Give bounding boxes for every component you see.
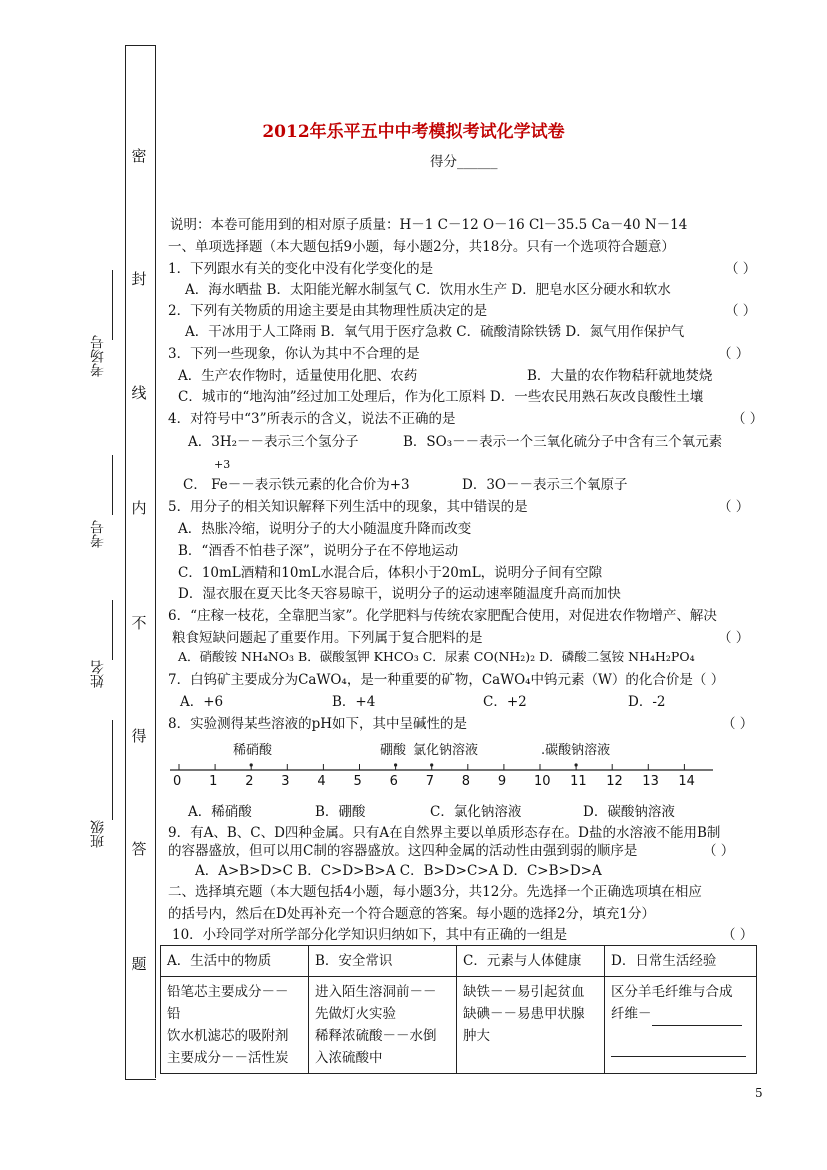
ph-tick-label-10: 10 bbox=[534, 774, 551, 789]
ph-tick-label-14: 14 bbox=[678, 774, 695, 789]
q1-answer-paren[interactable]: （ ） bbox=[725, 261, 757, 277]
q10-a-line1: 铅笔芯主要成分－－ bbox=[167, 984, 289, 1000]
exam-title: 2012年乐平五中中考模拟考试化学试卷 bbox=[262, 122, 565, 142]
side-label-exam-room: 考场号 bbox=[90, 335, 106, 377]
q10-answer-paren[interactable]: （ ） bbox=[722, 927, 754, 943]
ph-marker-0 bbox=[250, 763, 253, 766]
q10-b-line2: 先做灯火实验 bbox=[315, 1006, 396, 1022]
q4-stem: 4．对符号中“3”所表示的含义，说法不正确的是 bbox=[168, 411, 456, 427]
ph-tick-label-2: 2 bbox=[245, 774, 254, 789]
ph-tick-label-13: 13 bbox=[642, 774, 659, 789]
seal-char-3: 线 bbox=[131, 384, 147, 402]
q5-answer-paren[interactable]: （ ） bbox=[718, 499, 750, 515]
q10-content-row bbox=[161, 977, 757, 1074]
q8-option-c: C．氯化钠溶液 bbox=[430, 804, 522, 820]
q3-answer-paren[interactable]: （ ） bbox=[718, 346, 750, 362]
ph-tick-label-3: 3 bbox=[281, 774, 290, 789]
q4-option-c: C． Fe－－表示铁元素的化合价为+3 bbox=[183, 477, 410, 493]
q5-option-c: C．10mL酒精和10mL水混合后，体积小于20mL，说明分子间有空隙 bbox=[178, 565, 603, 581]
q1-stem: 1．下列跟水有关的变化中没有化学变化的是 bbox=[168, 261, 434, 277]
q10-stem: 10．小玲同学对所学部分化学知识归纳如下，其中有正确的一组是 bbox=[172, 927, 568, 943]
q4-option-a: A．3H₂－－表示三个氢分子 bbox=[188, 434, 359, 450]
seal-char-2: 封 bbox=[131, 270, 147, 288]
score-field[interactable]: 得分______ bbox=[430, 154, 498, 170]
q3-option-a: A．生产农作物时，适量使用化肥、农药 bbox=[178, 368, 418, 384]
exam-room-blank[interactable] bbox=[112, 270, 113, 340]
ph-tick-label-9: 9 bbox=[497, 774, 507, 789]
q6-options: A．硝酸铵 NH₄NO₃ B．碳酸氢钾 KHCO₃ C．尿素 CO(NH₂)₂ D．磷酸二氢铵 NH₄H₂PO₄ bbox=[178, 649, 695, 664]
q7-stem: 7．白钨矿主要成分为CaWO₄，是一种重要的矿物，CaWO₄中钨元素（W）的化合价是（ ） bbox=[168, 672, 725, 688]
q8-answer-paren[interactable]: （ ） bbox=[722, 716, 754, 732]
q3-options-cd: C．城市的“地沟油”经过加工处理后，作为化工原料 D．一些农民用熟石灰改良酸性土壤 bbox=[178, 389, 704, 405]
ph-tick-label-6: 6 bbox=[389, 774, 398, 789]
q10-header-row bbox=[161, 946, 757, 977]
ph-tick-label-8: 8 bbox=[461, 774, 471, 789]
seal-char-5: 不 bbox=[131, 614, 147, 632]
q9-stem-line2: 的容器盛放，但可以用C制的容器盛放。这四种金属的活动性由强到弱的顺序是 bbox=[168, 843, 638, 859]
q3-option-b: B．大量的农作物秸秆就地焚烧 bbox=[527, 368, 713, 384]
q8-stem: 8．实验测得某些溶液的pH如下，其中呈碱性的是 bbox=[168, 716, 468, 732]
seal-char-8: 题 bbox=[131, 955, 147, 973]
q10-c-line2: 缺碘－－易患甲状腺 bbox=[463, 1006, 585, 1022]
q3-stem: 3．下列一些现象，你认为其中不合理的是 bbox=[168, 346, 420, 362]
q10-cell-d bbox=[605, 977, 757, 1074]
q9-stem-line1: 9．有A、B、C、D四种金属。只有A在自然界主要以单质形态存在。D盐的水溶液不能用B制 bbox=[168, 825, 721, 841]
class-blank[interactable] bbox=[112, 720, 113, 820]
q10-header-c: C．元素与人体健康 bbox=[457, 946, 605, 977]
q10-cell-c bbox=[457, 977, 605, 1074]
seal-char-1: 密 bbox=[131, 147, 147, 165]
seal-char-4: 内 bbox=[131, 499, 147, 517]
ph-tick-label-4: 4 bbox=[317, 774, 326, 789]
ph-tick-label-0: 0 bbox=[173, 774, 182, 789]
section-1-heading: 一、单项选择题（本大题包括9小题，每小题2分，共18分。只有一个选项符合题意） bbox=[168, 239, 675, 255]
q5-option-a: A．热胀冷缩，说明分子的大小随温度升降而改变 bbox=[178, 521, 472, 537]
q7-option-c: C．+2 bbox=[483, 694, 527, 710]
ph-label-sodium-chloride: 氯化钠溶液 bbox=[413, 743, 479, 758]
q8-option-b: B．硼酸 bbox=[315, 804, 366, 820]
q10-c-line3: 肿大 bbox=[463, 1028, 490, 1044]
q7-option-d: D．-2 bbox=[628, 694, 666, 710]
q2-stem: 2．下列有关物质的用途主要是由其物理性质决定的是 bbox=[168, 303, 488, 319]
q6-answer-paren[interactable]: （ ） bbox=[718, 630, 750, 646]
q4-option-b: B．SO₃－－表示一个三氧化硫分子中含有三个氧元素 bbox=[403, 434, 723, 450]
ph-marker-1 bbox=[394, 763, 397, 766]
ph-label-nitric-acid: 稀硝酸 bbox=[233, 743, 273, 758]
q10-table bbox=[160, 945, 757, 1074]
q10-a-line4: 主要成分－－活性炭 bbox=[167, 1050, 289, 1066]
q10-cell-a bbox=[161, 977, 309, 1074]
q10-d-answer-blank-2[interactable] bbox=[611, 1034, 746, 1057]
ph-tick-label-1: 1 bbox=[209, 774, 218, 789]
side-label-exam-number: 考号 bbox=[90, 520, 106, 548]
q7-option-a: A．+6 bbox=[180, 694, 224, 710]
instructions: 说明：本卷可能用到的相对原子质量：H－1 C－12 O－16 Cl－35.5 Ca－40 N－14 bbox=[170, 217, 688, 233]
ph-tick-label-11: 11 bbox=[570, 774, 587, 789]
seal-line-box bbox=[125, 45, 156, 1080]
section-2-heading-line1: 二、选择填充题（本大题包括4小题，每小题3分，共12分。先选择一个正确选项填在相应 bbox=[168, 884, 702, 900]
q2-answer-paren[interactable]: （ ） bbox=[725, 303, 757, 319]
q10-header-b: B．安全常识 bbox=[309, 946, 457, 977]
q4-superscript: +3 bbox=[214, 458, 231, 471]
q4-answer-paren[interactable]: （ ） bbox=[732, 411, 764, 427]
q8-option-d: D．碳酸钠溶液 bbox=[583, 804, 675, 820]
ph-tick-label-5: 5 bbox=[353, 774, 362, 789]
ph-label-boric-acid: 硼酸 bbox=[380, 743, 407, 758]
side-label-class: 班级 bbox=[90, 820, 106, 848]
q10-b-line3: 稀释浓硫酸－－水倒 bbox=[315, 1028, 437, 1044]
exam-number-blank[interactable] bbox=[112, 455, 113, 515]
q10-d-line2: 纤维－ bbox=[611, 1006, 652, 1022]
q10-a-line2: 铅 bbox=[167, 1006, 181, 1022]
ph-marker-2 bbox=[430, 763, 433, 766]
seal-line bbox=[155, 45, 156, 1078]
q10-a-line3: 饮水机滤芯的吸附剂 bbox=[167, 1028, 289, 1044]
q10-header-d: D．日常生活经验 bbox=[605, 946, 757, 977]
q9-options: A．A>B>D>C B．C>D>B>A C．B>D>C>A D．C>B>D>A bbox=[195, 863, 602, 879]
q9-answer-paren[interactable]: （ ） bbox=[703, 843, 735, 859]
q10-cell-b bbox=[309, 977, 457, 1074]
q10-d-line1: 区分羊毛纤维与合成 bbox=[611, 984, 733, 1000]
ph-label-sodium-carbonate: .碳酸钠溶液 bbox=[541, 743, 611, 758]
q10-header-a: A．生活中的物质 bbox=[161, 946, 309, 977]
q1-options: A．海水晒盐 B．太阳能光解水制氢气 C．饮用水生产 D．肥皂水区分硬水和软水 bbox=[185, 282, 671, 298]
q10-b-line1: 进入陌生溶洞前－－ bbox=[315, 984, 437, 1000]
name-blank[interactable] bbox=[112, 600, 113, 660]
q4-option-d: D．3O－－表示三个氧原子 bbox=[462, 477, 628, 493]
q2-options: A．干冰用于人工降雨 B．氧气用于医疗急救 C．硫酸清除铁锈 D．氮气用作保护气 bbox=[185, 324, 685, 340]
q6-stem-line2: 粮食短缺问题起了重要作用。下列属于复合肥料的是 bbox=[172, 630, 483, 646]
q5-stem: 5．用分子的相关知识解释下列生活中的现象，其中错误的是 bbox=[168, 499, 528, 515]
section-2-heading-line2: 的括号内，然后在D处再补充一个符合题意的答案。每小题的选择2分，填充1分） bbox=[168, 906, 656, 922]
ph-tick-label-12: 12 bbox=[606, 774, 623, 789]
seal-char-6: 得 bbox=[131, 727, 147, 745]
ph-marker-3 bbox=[575, 763, 578, 766]
q10-d-answer-blank-1[interactable] bbox=[652, 1003, 742, 1026]
q8-option-a: A．稀硝酸 bbox=[188, 804, 252, 820]
q5-option-d: D．湿衣服在夏天比冬天容易晾干，说明分子的运动速率随温度升高而加快 bbox=[178, 586, 621, 602]
ph-tick-label-7: 7 bbox=[425, 774, 434, 789]
page-number: 5 bbox=[755, 1086, 763, 1100]
side-label-name: 姓名 bbox=[90, 660, 106, 688]
q7-option-b: B．+4 bbox=[332, 694, 376, 710]
q10-c-line1: 缺铁－－易引起贫血 bbox=[463, 984, 585, 1000]
q6-stem-line1: 6．“庄稼一枝花，全靠肥当家”。化学肥料与传统农家肥配合使用，对促进农作物增产、解决 bbox=[168, 608, 717, 624]
seal-char-7: 答 bbox=[131, 840, 147, 858]
q10-b-line4: 入浓硫酸中 bbox=[315, 1050, 383, 1066]
q5-option-b: B．“酒香不怕巷子深”，说明分子在不停地运动 bbox=[178, 543, 459, 559]
